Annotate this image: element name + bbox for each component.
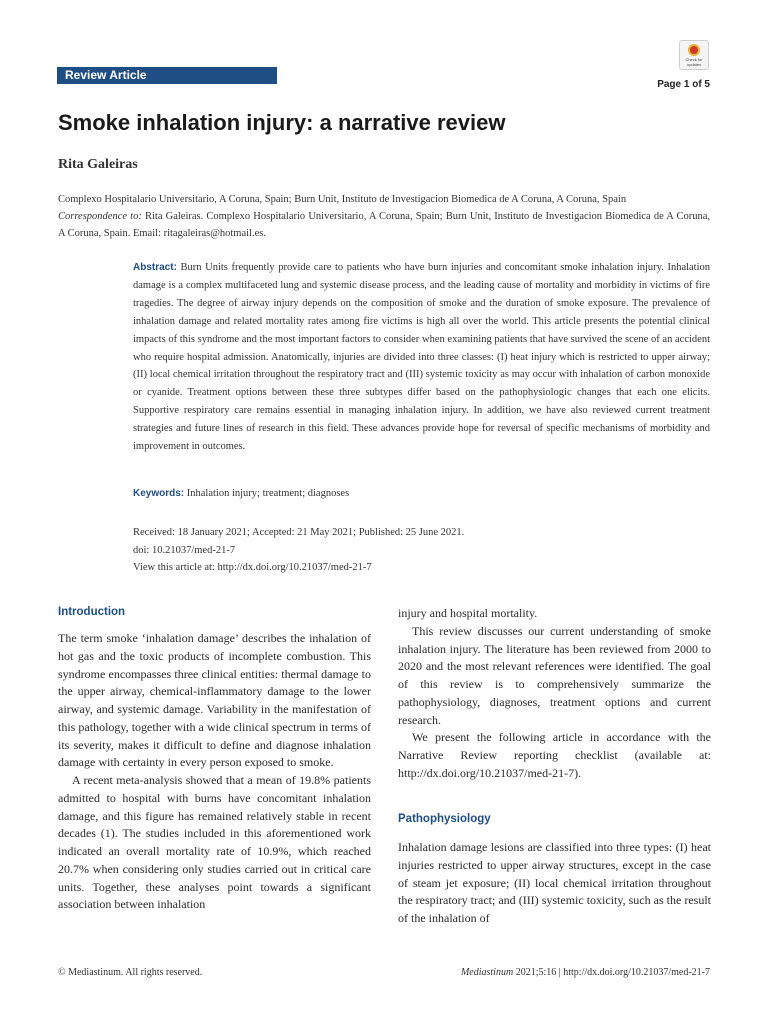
intro-paragraph-2: A recent meta-analysis showed that a mean of 19.8% patients admitted to hospital with burns have concomitant inhalation damage, and this figure has remained relatively stable in recent decades (1). The studies included in this aforementioned work indicated an overall mortality rate of 10.9%, which reached 20.7% when considering only studies carried out in critical care units. Together, these analyses point towards a significant association between inhalation xyxy=(58,773,371,912)
intro-paragraph-1: The term smoke ‘inhalation damage’ describes the inhalation of hot gas and the toxic products of incomplete combustion. This syndrome encompasses three clinical entities: thermal damage to the upper airway, chemical-inflammatory damage to the lower airway, and systemic damage. Variability in the manifestation of this pathology, together with a wide clinical spectrum in terms of its severity, makes it difficult to define and diagnose inhalation damage with certainty in every person exposed to smoke. xyxy=(58,631,371,770)
affiliation: Complexo Hospitalario Universitario, A Coruna, Spain; Burn Unit, Instituto de Investigacion Biomedica de A Coruna, A Coruna, Spain xyxy=(58,194,627,205)
footer-copyright: © Mediastinum. All rights reserved. xyxy=(58,967,203,978)
article-title: Smoke inhalation injury: a narrative review xyxy=(58,110,506,135)
abstract-label: Abstract: xyxy=(133,262,177,273)
correspondence xyxy=(58,208,710,242)
crossmark-icon xyxy=(688,44,700,56)
correspondence-text: Rita Galeiras. Complexo Hospitalario Universitario, A Coruna, Spain; Burn Unit, Instituto de Investigacion Biomedica de A Coruna, A Coruna, Spain. Email: ritagaleiras@hotmail.es. xyxy=(58,211,710,239)
intro-paragraph-3: This review discusses our current understanding of smoke inhalation injury. The literature has been reviewed from 2000 to 2020 and the most relevant references were identified. The goal of this review is to comprehensively summarize the pathophysiology, diagnoses, treatment options and current research. xyxy=(398,623,711,727)
keywords-label: Keywords: xyxy=(133,488,185,499)
received-dates: Received: 18 January 2021; Accepted: 21 May 2021; Published: 25 June 2021. xyxy=(133,527,465,538)
introduction-heading: Introduction xyxy=(58,606,126,618)
author-name: Rita Galeiras xyxy=(58,157,138,172)
article-link[interactable]: View this article at: http://dx.doi.org/10.21037/med-21-7 xyxy=(133,562,372,573)
correspondence-label: Correspondence to: xyxy=(58,211,142,222)
footer-journal: Mediastinum xyxy=(460,967,514,978)
check-for-updates-button[interactable] xyxy=(679,40,709,70)
right-column-bottom xyxy=(398,839,711,928)
crossmark-label: Check for updates xyxy=(685,57,703,67)
intro-paragraph-4: We present the following article in accordance with the Narrative Review reporting checklist (available at: http://dx.doi.org/10.21037/med-21-7). xyxy=(398,730,711,780)
affiliation-block xyxy=(58,191,710,242)
keywords-text: Inhalation injury; treatment; diagnoses xyxy=(186,488,350,499)
page-number: Page 1 of 5 xyxy=(657,79,710,90)
footer-citation-text: 2021;5:16 | http://dx.doi.org/10.21037/med-21-7 xyxy=(515,967,710,978)
article-type-badge: Review Article xyxy=(57,67,277,84)
footer-citation xyxy=(461,967,710,978)
left-column xyxy=(58,630,371,914)
abstract-text: Burn Units frequently provide care to patients who have burn injuries and concomitant smoke inhalation injury. Inhalation damage is a complex multifaceted lung and systemic disease process, and the leading cause of mortality and morbidity in victims of fire tragedies. The degree of airway injury depends on the composition of smoke and the duration of smoke exposure. The prevalence of inhalation damage and related mortality rates among fire victims is high all over the world. This article presents the potential clinical impacts of this syndrome and the most important factors to consider when examining patients that have survived the scene of an accident who require hospital admission. Anatomically, injuries are divided into three classes: (I) heat injury which is restricted to upper airway; (II) local chemical irritation throughout the respiratory tract and (III) systemic toxicity as may occur with inhalation of carbon monoxide or cyanide. Treatment options between these three subtypes differ based on the pathophysiologic changes that each one elicits. Supportive respiratory care remains essential in managing inhalation injury. In addition, we have also reviewed current treatment strategies and future lines of research in this field. These advances provide hope for reversal of specific mechanisms of morbidity and improvement in outcomes. xyxy=(133,262,711,453)
abstract xyxy=(133,259,710,456)
doi: doi: 10.21037/med-21-7 xyxy=(133,544,236,556)
pathophysiology-heading: Pathophysiology xyxy=(398,813,491,825)
right-column-top xyxy=(398,605,711,783)
patho-paragraph-1: Inhalation damage lesions are classified into three types: (I) heat injuries restricted to upper airway structures, except in the case of steam jet exposure; (II) local chemical irritation throughout the respiratory tract; and (III) systemic toxicity, such as the result of the inhalation of xyxy=(398,840,711,925)
keywords xyxy=(133,488,710,499)
intro-paragraph-2-continued: injury and hospital mortality. xyxy=(398,606,538,620)
publication-dates xyxy=(133,524,710,577)
